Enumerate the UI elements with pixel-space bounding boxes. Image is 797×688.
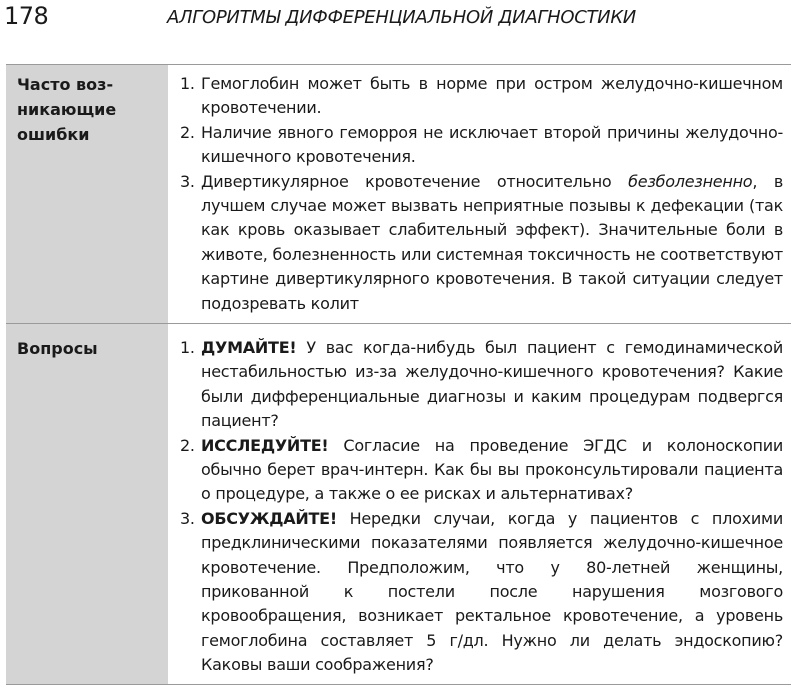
item-emphasis: безболезненно [628,171,753,191]
item-number: 3. [180,508,195,528]
item-text: Гемоглобин может быть в норме при остром желудочно-кишечном кровотечении. [201,74,783,118]
page-number: 178 [4,2,49,30]
list-item [180,336,783,434]
item-number: 2. [180,122,195,142]
item-number: 1. [180,74,195,93]
list-item [180,121,783,170]
list-item [180,434,783,507]
list-item [180,170,783,316]
item-text: Наличие явного геморроя не исключает второй причины желудочно-кишечного кровотечения. [201,122,783,167]
list-item [180,507,783,678]
row-content-questions [168,324,791,684]
item-number: 2. [180,435,195,455]
questions-list [180,336,783,678]
info-table [6,64,791,685]
errors-list [180,72,783,316]
item-number: 1. [180,338,195,357]
row-label-text: Часто воз- никающие ошибки [17,75,117,144]
item-lead: ДУМАЙТЕ! [201,338,297,357]
running-title: АЛГОРИТМЫ ДИФФЕРЕНЦИАЛЬНОЙ ДИАГНОСТИКИ [167,7,636,28]
row-content-common-errors [168,65,791,323]
item-number: 3. [180,171,195,191]
table-row-questions [6,323,791,684]
item-text-end: , в лучшем случае может вызвать неприятные позывы к дефекации (так как кровь оказывает слабительный эффект). Значительные боли в животе, болезненность или системная токсичность не соответствуют картине дивертикулярного кровотечения. В такой ситуации следует подозревать колит [201,171,783,313]
item-text: У вас когда-нибудь был пациент с гемодинамической нестабильностью из-за желудочно-кишечного кровотечения? Какие были дифференциальные диагнозы и каким процедурам подвергся пациент? [201,338,783,431]
item-text: Согласие на проведение ЭГДС и колоноскопии обычно берет врач-интерн. Как бы вы проконсультировали пациента о процедуре, а также о ее рисках и альтернативах? [201,435,783,504]
table-row-common-errors [6,65,791,323]
item-lead: ИССЛЕДУЙТЕ! [201,435,329,455]
list-item [180,72,783,121]
row-label-questions [6,324,168,684]
page-header [0,0,797,40]
row-label-common-errors [6,65,168,323]
item-text-start: Дивертикулярное кровотечение относительно [201,171,629,191]
item-lead: ОБСУЖДАЙТЕ! [201,508,337,528]
row-label-text: Вопросы [17,339,98,358]
item-text: Нередки случаи, когда у пациентов с плохими предклиническими показателями появляется желудочно-кишечное кровотечение. Предположим, что у 80-летней женщины, прикованной к постели после нарушения мозгового кровообращения, возникает ректальное кровотечение, а уровень гемоглобина составляет 5 г/дл. Нужно ли делать эндоскопию? Каковы ваши соображения? [201,508,783,675]
